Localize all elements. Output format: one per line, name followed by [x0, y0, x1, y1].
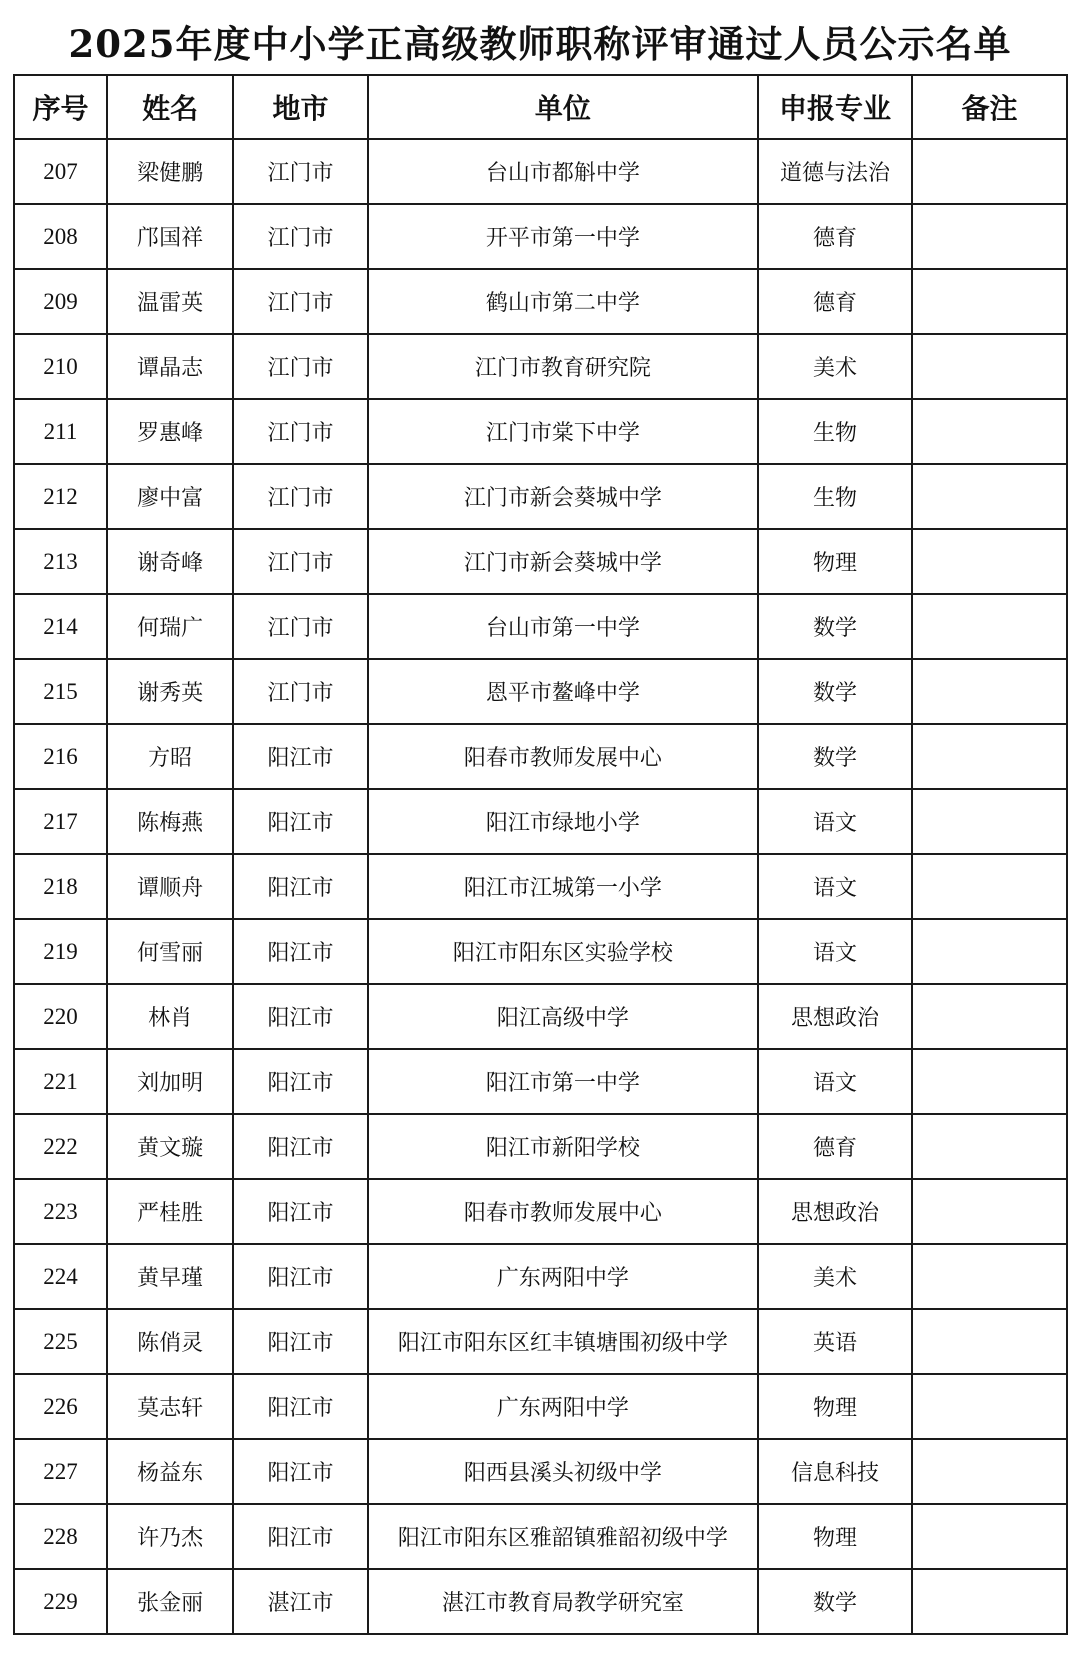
city: 阳江市 — [233, 1114, 368, 1179]
teacher-name: 陈梅燕 — [107, 789, 233, 854]
work-unit: 阳江市第一中学 — [368, 1049, 758, 1114]
teacher-name: 黄文璇 — [107, 1114, 233, 1179]
work-unit: 台山市第一中学 — [368, 594, 758, 659]
table-row — [14, 1569, 1067, 1634]
col-header-name: 姓名 — [107, 75, 233, 139]
work-unit: 广东两阳中学 — [368, 1244, 758, 1309]
subject: 英语 — [758, 1309, 912, 1374]
city: 阳江市 — [233, 789, 368, 854]
row-index: 223 — [14, 1179, 107, 1244]
remarks — [912, 139, 1067, 204]
remarks — [912, 204, 1067, 269]
remarks — [912, 659, 1067, 724]
teacher-name: 谢奇峰 — [107, 529, 233, 594]
remarks — [912, 1374, 1067, 1439]
work-unit: 鹤山市第二中学 — [368, 269, 758, 334]
table-row — [14, 1374, 1067, 1439]
teacher-name: 刘加明 — [107, 1049, 233, 1114]
page-title: 2025年度中小学正高级教师职称评审通过人员公示名单 — [68, 22, 1012, 66]
city: 阳江市 — [233, 1244, 368, 1309]
teacher-name: 方昭 — [107, 724, 233, 789]
table-row — [14, 789, 1067, 854]
work-unit: 阳春市教师发展中心 — [368, 724, 758, 789]
remarks — [912, 529, 1067, 594]
teacher-name: 张金丽 — [107, 1569, 233, 1634]
subject: 数学 — [758, 724, 912, 789]
city: 湛江市 — [233, 1569, 368, 1634]
teacher-name: 陈俏灵 — [107, 1309, 233, 1374]
teacher-name: 严桂胜 — [107, 1179, 233, 1244]
remarks — [912, 1244, 1067, 1309]
row-index: 222 — [14, 1114, 107, 1179]
col-header-unit: 单位 — [368, 75, 758, 139]
city: 阳江市 — [233, 1309, 368, 1374]
row-index: 208 — [14, 204, 107, 269]
work-unit: 湛江市教育局教学研究室 — [368, 1569, 758, 1634]
table-row — [14, 1179, 1067, 1244]
roster-table — [13, 74, 1068, 1635]
row-index: 217 — [14, 789, 107, 854]
work-unit: 江门市棠下中学 — [368, 399, 758, 464]
remarks — [912, 334, 1067, 399]
city: 江门市 — [233, 399, 368, 464]
work-unit: 开平市第一中学 — [368, 204, 758, 269]
row-index: 209 — [14, 269, 107, 334]
row-index: 228 — [14, 1504, 107, 1569]
row-index: 211 — [14, 399, 107, 464]
subject: 语文 — [758, 1049, 912, 1114]
teacher-name: 莫志轩 — [107, 1374, 233, 1439]
city: 阳江市 — [233, 1049, 368, 1114]
row-index: 221 — [14, 1049, 107, 1114]
subject: 思想政治 — [758, 984, 912, 1049]
remarks — [912, 1439, 1067, 1504]
remarks — [912, 269, 1067, 334]
table-row — [14, 724, 1067, 789]
work-unit: 阳江市绿地小学 — [368, 789, 758, 854]
table-row — [14, 1504, 1067, 1569]
work-unit: 阳江市阳东区红丰镇塘围初级中学 — [368, 1309, 758, 1374]
teacher-name: 何雪丽 — [107, 919, 233, 984]
table-header — [14, 75, 1067, 139]
subject: 道德与法治 — [758, 139, 912, 204]
row-index: 225 — [14, 1309, 107, 1374]
row-index: 224 — [14, 1244, 107, 1309]
subject: 信息科技 — [758, 1439, 912, 1504]
teacher-name: 罗惠峰 — [107, 399, 233, 464]
subject: 生物 — [758, 464, 912, 529]
row-index: 215 — [14, 659, 107, 724]
col-header-index: 序号 — [14, 75, 107, 139]
table-row — [14, 1244, 1067, 1309]
table-row — [14, 529, 1067, 594]
subject: 物理 — [758, 529, 912, 594]
city: 江门市 — [233, 139, 368, 204]
table-row — [14, 984, 1067, 1049]
teacher-name: 谭顺舟 — [107, 854, 233, 919]
remarks — [912, 1114, 1067, 1179]
row-index: 214 — [14, 594, 107, 659]
row-index: 220 — [14, 984, 107, 1049]
subject: 思想政治 — [758, 1179, 912, 1244]
remarks — [912, 984, 1067, 1049]
teacher-name: 邝国祥 — [107, 204, 233, 269]
row-index: 226 — [14, 1374, 107, 1439]
subject: 德育 — [758, 1114, 912, 1179]
city: 阳江市 — [233, 919, 368, 984]
header-row — [14, 75, 1067, 139]
table-row — [14, 854, 1067, 919]
table-row — [14, 464, 1067, 529]
subject: 语文 — [758, 789, 912, 854]
city: 阳江市 — [233, 724, 368, 789]
table-row — [14, 334, 1067, 399]
work-unit: 台山市都斛中学 — [368, 139, 758, 204]
col-header-remarks: 备注 — [912, 75, 1067, 139]
city: 江门市 — [233, 529, 368, 594]
teacher-name: 温雷英 — [107, 269, 233, 334]
table-row — [14, 659, 1067, 724]
work-unit: 阳西县溪头初级中学 — [368, 1439, 758, 1504]
teacher-name: 黄早瑾 — [107, 1244, 233, 1309]
table-row — [14, 269, 1067, 334]
row-index: 210 — [14, 334, 107, 399]
teacher-name: 梁健鹏 — [107, 139, 233, 204]
city: 江门市 — [233, 269, 368, 334]
remarks — [912, 919, 1067, 984]
table-row — [14, 399, 1067, 464]
table-row — [14, 139, 1067, 204]
table-body — [14, 139, 1067, 1634]
table-row — [14, 919, 1067, 984]
table-row — [14, 1309, 1067, 1374]
subject: 生物 — [758, 399, 912, 464]
work-unit: 阳江市新阳学校 — [368, 1114, 758, 1179]
row-index: 218 — [14, 854, 107, 919]
row-index: 227 — [14, 1439, 107, 1504]
work-unit: 恩平市鳌峰中学 — [368, 659, 758, 724]
city: 阳江市 — [233, 1504, 368, 1569]
work-unit: 江门市新会葵城中学 — [368, 529, 758, 594]
teacher-name: 何瑞广 — [107, 594, 233, 659]
work-unit: 阳江高级中学 — [368, 984, 758, 1049]
remarks — [912, 724, 1067, 789]
teacher-name: 谢秀英 — [107, 659, 233, 724]
row-index: 219 — [14, 919, 107, 984]
table-row — [14, 594, 1067, 659]
city: 阳江市 — [233, 1374, 368, 1439]
subject: 语文 — [758, 854, 912, 919]
subject: 美术 — [758, 334, 912, 399]
subject: 物理 — [758, 1504, 912, 1569]
subject: 物理 — [758, 1374, 912, 1439]
teacher-name: 谭晶志 — [107, 334, 233, 399]
teacher-name: 杨益东 — [107, 1439, 233, 1504]
work-unit: 阳江市阳东区实验学校 — [368, 919, 758, 984]
city: 阳江市 — [233, 984, 368, 1049]
teacher-name: 林肖 — [107, 984, 233, 1049]
table-row — [14, 1049, 1067, 1114]
city: 江门市 — [233, 659, 368, 724]
city: 阳江市 — [233, 1439, 368, 1504]
city: 阳江市 — [233, 1179, 368, 1244]
work-unit: 阳春市教师发展中心 — [368, 1179, 758, 1244]
table-row — [14, 204, 1067, 269]
row-index: 216 — [14, 724, 107, 789]
city: 阳江市 — [233, 854, 368, 919]
remarks — [912, 594, 1067, 659]
subject: 德育 — [758, 204, 912, 269]
remarks — [912, 399, 1067, 464]
remarks — [912, 464, 1067, 529]
work-unit: 江门市新会葵城中学 — [368, 464, 758, 529]
remarks — [912, 1049, 1067, 1114]
remarks — [912, 1569, 1067, 1634]
remarks — [912, 854, 1067, 919]
subject: 语文 — [758, 919, 912, 984]
subject: 数学 — [758, 594, 912, 659]
row-index: 207 — [14, 139, 107, 204]
remarks — [912, 1504, 1067, 1569]
city: 江门市 — [233, 204, 368, 269]
table-row — [14, 1439, 1067, 1504]
subject: 德育 — [758, 269, 912, 334]
work-unit: 阳江市江城第一小学 — [368, 854, 758, 919]
remarks — [912, 1179, 1067, 1244]
remarks — [912, 789, 1067, 854]
city: 江门市 — [233, 464, 368, 529]
table-row — [14, 1114, 1067, 1179]
subject: 数学 — [758, 1569, 912, 1634]
teacher-name: 许乃杰 — [107, 1504, 233, 1569]
row-index: 229 — [14, 1569, 107, 1634]
city: 江门市 — [233, 594, 368, 659]
remarks — [912, 1309, 1067, 1374]
row-index: 213 — [14, 529, 107, 594]
teacher-name: 廖中富 — [107, 464, 233, 529]
col-header-subject: 申报专业 — [758, 75, 912, 139]
city: 江门市 — [233, 334, 368, 399]
work-unit: 广东两阳中学 — [368, 1374, 758, 1439]
work-unit: 江门市教育研究院 — [368, 334, 758, 399]
row-index: 212 — [14, 464, 107, 529]
work-unit: 阳江市阳东区雅韶镇雅韶初级中学 — [368, 1504, 758, 1569]
subject: 美术 — [758, 1244, 912, 1309]
subject: 数学 — [758, 659, 912, 724]
col-header-city: 地市 — [233, 75, 368, 139]
